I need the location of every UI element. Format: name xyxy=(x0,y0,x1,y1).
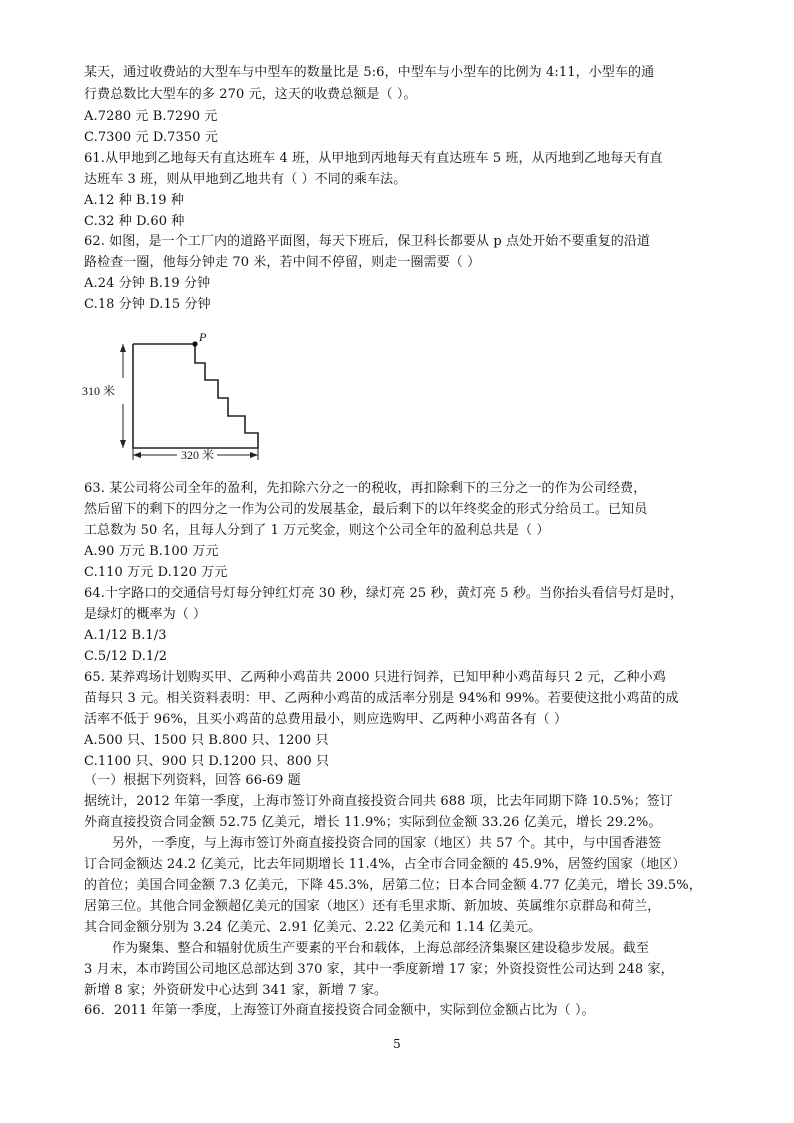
height-arrow-bottom xyxy=(120,440,126,448)
q60-stem-line-2: 行费总数比大型车的多 270 元，这天的收费总额是（ ）。 xyxy=(84,87,417,102)
q63-options-line-2: C.110 万元 D.120 万元 xyxy=(84,565,228,580)
q62-stem-line-2: 路检查一圈，他每分钟走 70 米，若中间不停留，则走一圈需要（ ） xyxy=(84,255,481,270)
passage-p3-line-3: 新增 8 家；外资研发中心达到 341 家，新增 7 家。 xyxy=(84,983,388,998)
width-arrow-left xyxy=(133,452,141,458)
passage-p3-line-1: 作为聚集、整合和辐射优质生产要素的平台和载体，上海总部经济集聚区建设稳步发展。截至 xyxy=(112,941,650,956)
passage-p3-line-2: 3 月末，本市跨国公司地区总部达到 370 家，其中一季度新增 17 家；外资投资性公司达到 248 家， xyxy=(84,962,674,977)
q62-options-line-2: C.18 分钟 D.15 分钟 xyxy=(84,297,211,312)
q65-options-line-1: A.500 只、1500 只 B.800 只、1200 只 xyxy=(84,733,329,748)
passage-p2-line-5: 其合同金额分别为 3.24 亿美元、2.91 亿美元、2.22 亿美元和 1.14 亿美元。 xyxy=(84,920,542,935)
page-number: 5 xyxy=(393,1037,401,1051)
point-p-label: P xyxy=(199,330,207,344)
point-p-marker xyxy=(192,341,197,346)
q60-stem-line-1: 某天，通过收费站的大型车与中型车的数量比是 5:6，中型车与小型车的比例为 4:11，小型车的通 xyxy=(84,65,655,80)
width-arrow-right xyxy=(250,452,258,458)
height-label: 310 米 xyxy=(82,384,116,398)
passage-p2-line-2: 订合同金额达 24.2 亿美元，比去年同期增长 11.4%，占全市合同金额的 45.9%，居签约国家（地区） xyxy=(84,857,686,872)
q65-stem-line-1: 65. 某养鸡场计划购买甲、乙两种小鸡苗共 2000 只进行饲养，已知甲种小鸡苗每只 2 元，乙种小鸡 xyxy=(84,670,666,685)
passage-p2-line-4: 居第三位。其他合同金额超亿美元的国家（地区）还有毛里求斯、新加坡、英属维尔京群岛和荷兰， xyxy=(84,899,661,914)
q65-stem-line-2: 苗每只 3 元。相关资料表明：甲、乙两种小鸡苗的成活率分别是 94%和 99%。若要使这批小鸡苗的成 xyxy=(84,691,679,706)
q65-stem-line-3: 活率不低于 96%，且买小鸡苗的总费用最小，则应选购甲、乙两种小鸡苗各有（ ） xyxy=(84,712,568,727)
section-heading: （一）根据下列资料，回答 66-69 题 xyxy=(84,773,301,788)
q62-options-line-1: A.24 分钟 B.19 分钟 xyxy=(84,276,211,291)
q63-stem-line-1: 63. 某公司将公司全年的盈利，先扣除六分之一的税收，再扣除剩下的三分之一的作为公司经费， xyxy=(84,481,647,496)
passage-p2-line-3: 的首位；美国合同金额 7.3 亿美元，下降 45.3%，居第二位；日本合同金额 4.77 亿美元，增长 39.5%， xyxy=(84,878,702,893)
q64-stem-line-2: 是绿灯的概率为（ ） xyxy=(84,607,207,622)
passage-p1-line-2: 外商直接投资合同金额 52.75 亿美元，增长 11.9%；实际到位金额 33.26 亿美元，增长 29.2%。 xyxy=(84,815,662,830)
q61-stem-line-2: 达班车 3 班，则从甲地到乙地共有（ ）不同的乘车法。 xyxy=(84,172,407,187)
q64-stem-line-1: 64.十字路口的交通信号灯每分钟红灯亮 30 秒，绿灯亮 25 秒，黄灯亮 5 秒。当你抬头看信号灯是时， xyxy=(84,586,684,601)
q60-options-line-1: A.7280 元 B.7290 元 xyxy=(84,109,218,124)
q63-options-line-1: A.90 万元 B.100 万元 xyxy=(84,544,219,559)
q63-stem-line-3: 工总数为 50 名，且每人分到了 1 万元奖金，则这个公司全年的盈利总共是（ ） xyxy=(84,523,550,538)
road-plan-figure xyxy=(82,330,295,465)
road-outline xyxy=(133,344,258,448)
height-arrow-top xyxy=(120,344,126,352)
q64-options-line-2: C.5/12 D.1/2 xyxy=(84,649,168,664)
q61-options-line-2: C.32 种 D.60 种 xyxy=(84,214,185,229)
q62-stem-line-1: 62. 如图，是一个工厂内的道路平面图，每天下班后，保卫科长都要从 p 点处开始不要重复的沿道 xyxy=(84,234,651,249)
width-label: 320 米 xyxy=(181,448,215,462)
passage-p2-line-1: 另外，一季度，与上海市签订外商直接投资合同的国家（地区）共 57 个。其中，与中国香港签 xyxy=(112,836,662,851)
q63-stem-line-2: 然后留下的剩下的四分之一作为公司的发展基金，最后剩下的以年终奖金的形式分给员工。已知员 xyxy=(84,502,648,517)
q61-options-line-1: A.12 种 B.19 种 xyxy=(84,193,184,208)
q65-options-line-2: C.1100 只、900 只 D.1200 只、800 只 xyxy=(84,754,330,769)
q60-options-line-2: C.7300 元 D.7350 元 xyxy=(84,130,218,145)
q66-stem-line-1: 66．2011 年第一季度，上海签订外商直接投资合同金额中，实际到位金额占比为（ ）。 xyxy=(84,1003,595,1018)
q64-options-line-1: A.1/12 B.1/3 xyxy=(84,628,167,643)
q61-stem-line-1: 61.从甲地到乙地每天有直达班车 4 班，从甲地到丙地每天有直达班车 5 班，从丙地到乙地每天有直 xyxy=(84,151,663,166)
passage-p1-line-1: 据统计，2012 年第一季度，上海市签订外商直接投资合同共 688 项，比去年同期下降 10.5%；签订 xyxy=(84,794,673,809)
